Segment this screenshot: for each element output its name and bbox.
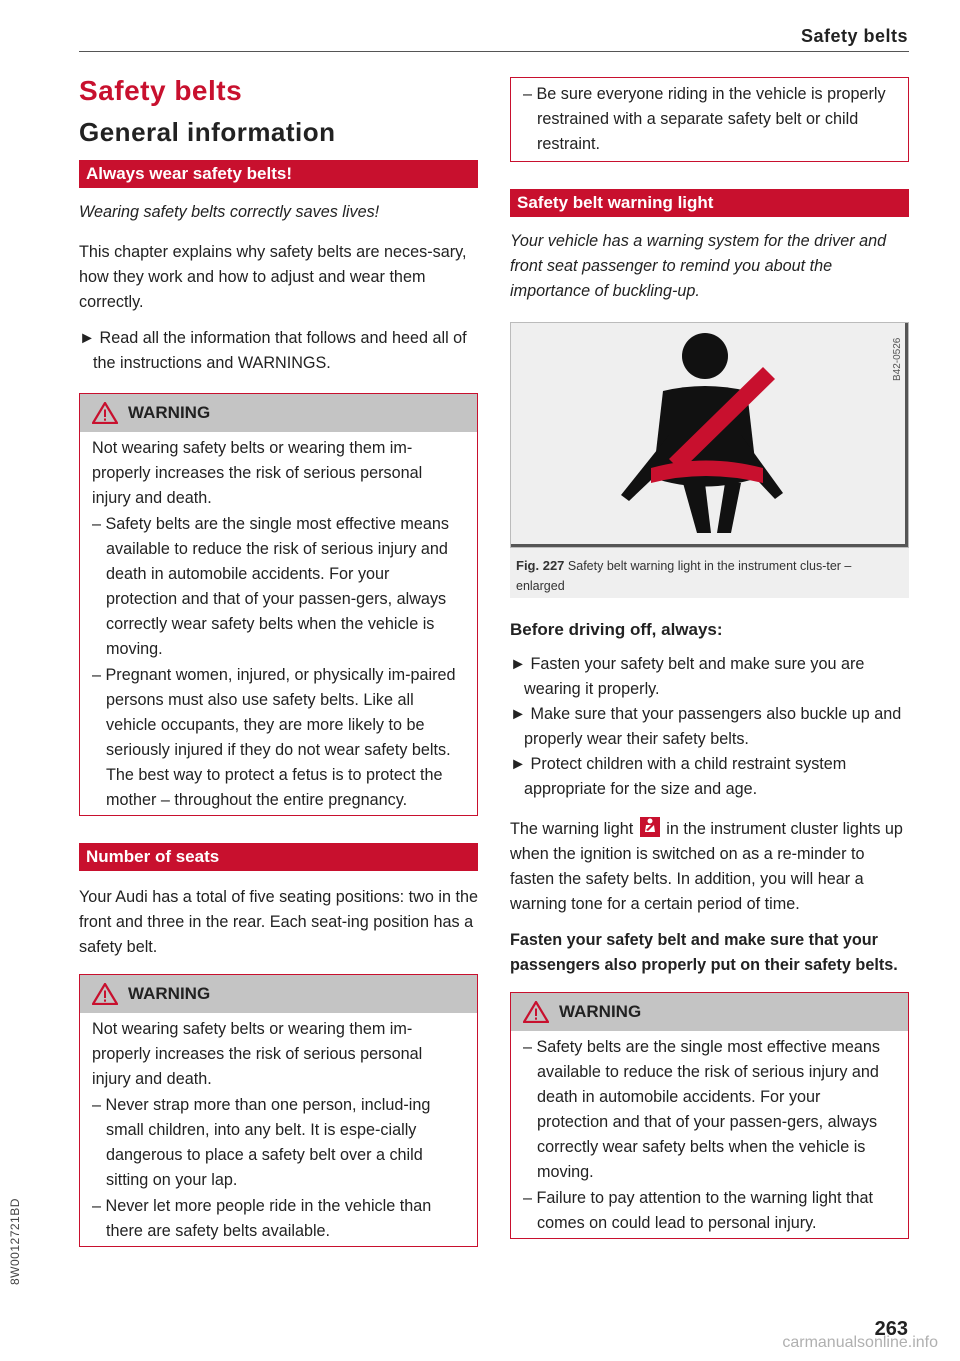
warning-title: WARNING	[128, 403, 211, 422]
figure-code	[890, 327, 906, 383]
warning-item: – Never strap more than one person, includ-ing small children, into any belt. It is espe-cially dangerous to place a safety belt over a child sitting on your lap.	[92, 1096, 431, 1189]
subsection-bar-warning-light: Safety belt warning light	[510, 189, 909, 217]
warning-triangle-icon	[92, 402, 118, 424]
warning-item: – Never let more people ride in the vehicle than there are safety belts available.	[92, 1197, 432, 1240]
chapter-title: Safety belts	[79, 75, 243, 106]
left-column	[79, 72, 478, 1247]
bold-paragraph: Fasten your safety belt and make sure that your passengers also properly put on their safety belts.	[510, 931, 898, 974]
warning-title: WARNING	[128, 984, 211, 1003]
paragraph: Your Audi has a total of five seating positions: two in the front and three in the rear. Each seat-ing position has a safety belt.	[79, 888, 478, 956]
list-item: ► Protect children with a child restraint system appropriate for the size and age.	[510, 755, 847, 798]
figure-code-text: B42-0526	[892, 337, 903, 381]
warning-item: – Safety belts are the single most effective means available to reduce the risk of serious injury and death in automobile accidents. For your protection and that of your passen-gers, always correctly wear safety belts when the vehicle is moving.	[523, 1038, 880, 1181]
section-title: General information	[79, 117, 336, 147]
figure-caption	[510, 548, 909, 598]
figure	[510, 322, 909, 598]
list-item: ► Make sure that your passengers also buckle up and properly wear their safety belts.	[510, 705, 902, 748]
warning-triangle-icon	[523, 1001, 549, 1023]
seatbelt-warning-icon	[511, 323, 908, 547]
watermark: carmanualsonline.info	[782, 1334, 938, 1351]
figure-image	[510, 322, 909, 548]
seatbelt-warning-icon	[640, 817, 660, 837]
warning-lead: Not wearing safety belts or wearing them im-properly increases the risk of serious personal injury and death.	[92, 1020, 423, 1088]
warning-box	[79, 974, 478, 1247]
figure-label: Fig. 227	[516, 558, 565, 573]
warning-lead: Not wearing safety belts or wearing them im-properly increases the risk of serious personal injury and death.	[92, 439, 423, 507]
warning-item: – Pregnant women, injured, or physically im-paired persons must also use safety belts. Like all vehicle occupants, they are more likely to be seriously injured if they do not wear safety belts. The best way to protect a fetus is to protect the mother – throughout the entire pregnancy.	[92, 666, 456, 809]
warning-header	[80, 975, 477, 1013]
paragraph	[510, 817, 909, 917]
warning-title: WARNING	[559, 1002, 642, 1021]
figure-caption-text: Safety belt warning light in the instrument clus-ter – enlarged	[516, 559, 852, 593]
side-document-code: 8W0012721BD	[8, 1198, 22, 1285]
right-column	[510, 77, 909, 1239]
warning-header	[511, 993, 908, 1031]
warning-continuation-box	[510, 77, 909, 162]
warning-box	[79, 393, 478, 816]
list-item: ► Fasten your safety belt and make sure you are wearing it properly.	[510, 655, 865, 698]
intro-italic: Your vehicle has a warning system for the driver and front seat passenger to remind you about the importance of buckling-up.	[510, 232, 887, 300]
header-rule	[79, 51, 909, 52]
subsection-bar-number-of-seats: Number of seats	[79, 843, 478, 871]
warning-item: – Safety belts are the single most effective means available to reduce the risk of serious injury and death in automobile accidents. For your protection and that of your passen-gers, always correctly wear safety belts when the vehicle is moving.	[92, 515, 449, 658]
subheading: Before driving off, always:	[510, 620, 723, 639]
warning-item: – Failure to pay attention to the warning light that comes on could lead to personal injury.	[523, 1189, 874, 1232]
page-number: 263	[874, 1318, 908, 1340]
warning-triangle-icon	[92, 983, 118, 1005]
running-header: Safety belts	[800, 26, 908, 46]
subsection-bar-always-wear: Always wear safety belts!	[79, 160, 478, 188]
warning-header	[80, 394, 477, 432]
list-item: ► Read all the information that follows and heed all of the instructions and WARNINGS.	[79, 329, 467, 372]
warning-item: – Be sure everyone riding in the vehicle is properly restrained with a separate safety belt or child restraint.	[523, 85, 886, 153]
paragraph-part: in the instrument cluster lights up when the ignition is switched on as a re-minder to fasten the safety belts. In addition, you will hear a warning tone for a certain period of time.	[510, 820, 903, 913]
paragraph: This chapter explains why safety belts are neces-sary, how they work and how to adjust and wear them correctly.	[79, 243, 467, 311]
warning-box	[510, 992, 909, 1239]
intro-italic: Wearing safety belts correctly saves lives!	[79, 203, 380, 221]
paragraph-part: The warning light	[510, 820, 634, 838]
